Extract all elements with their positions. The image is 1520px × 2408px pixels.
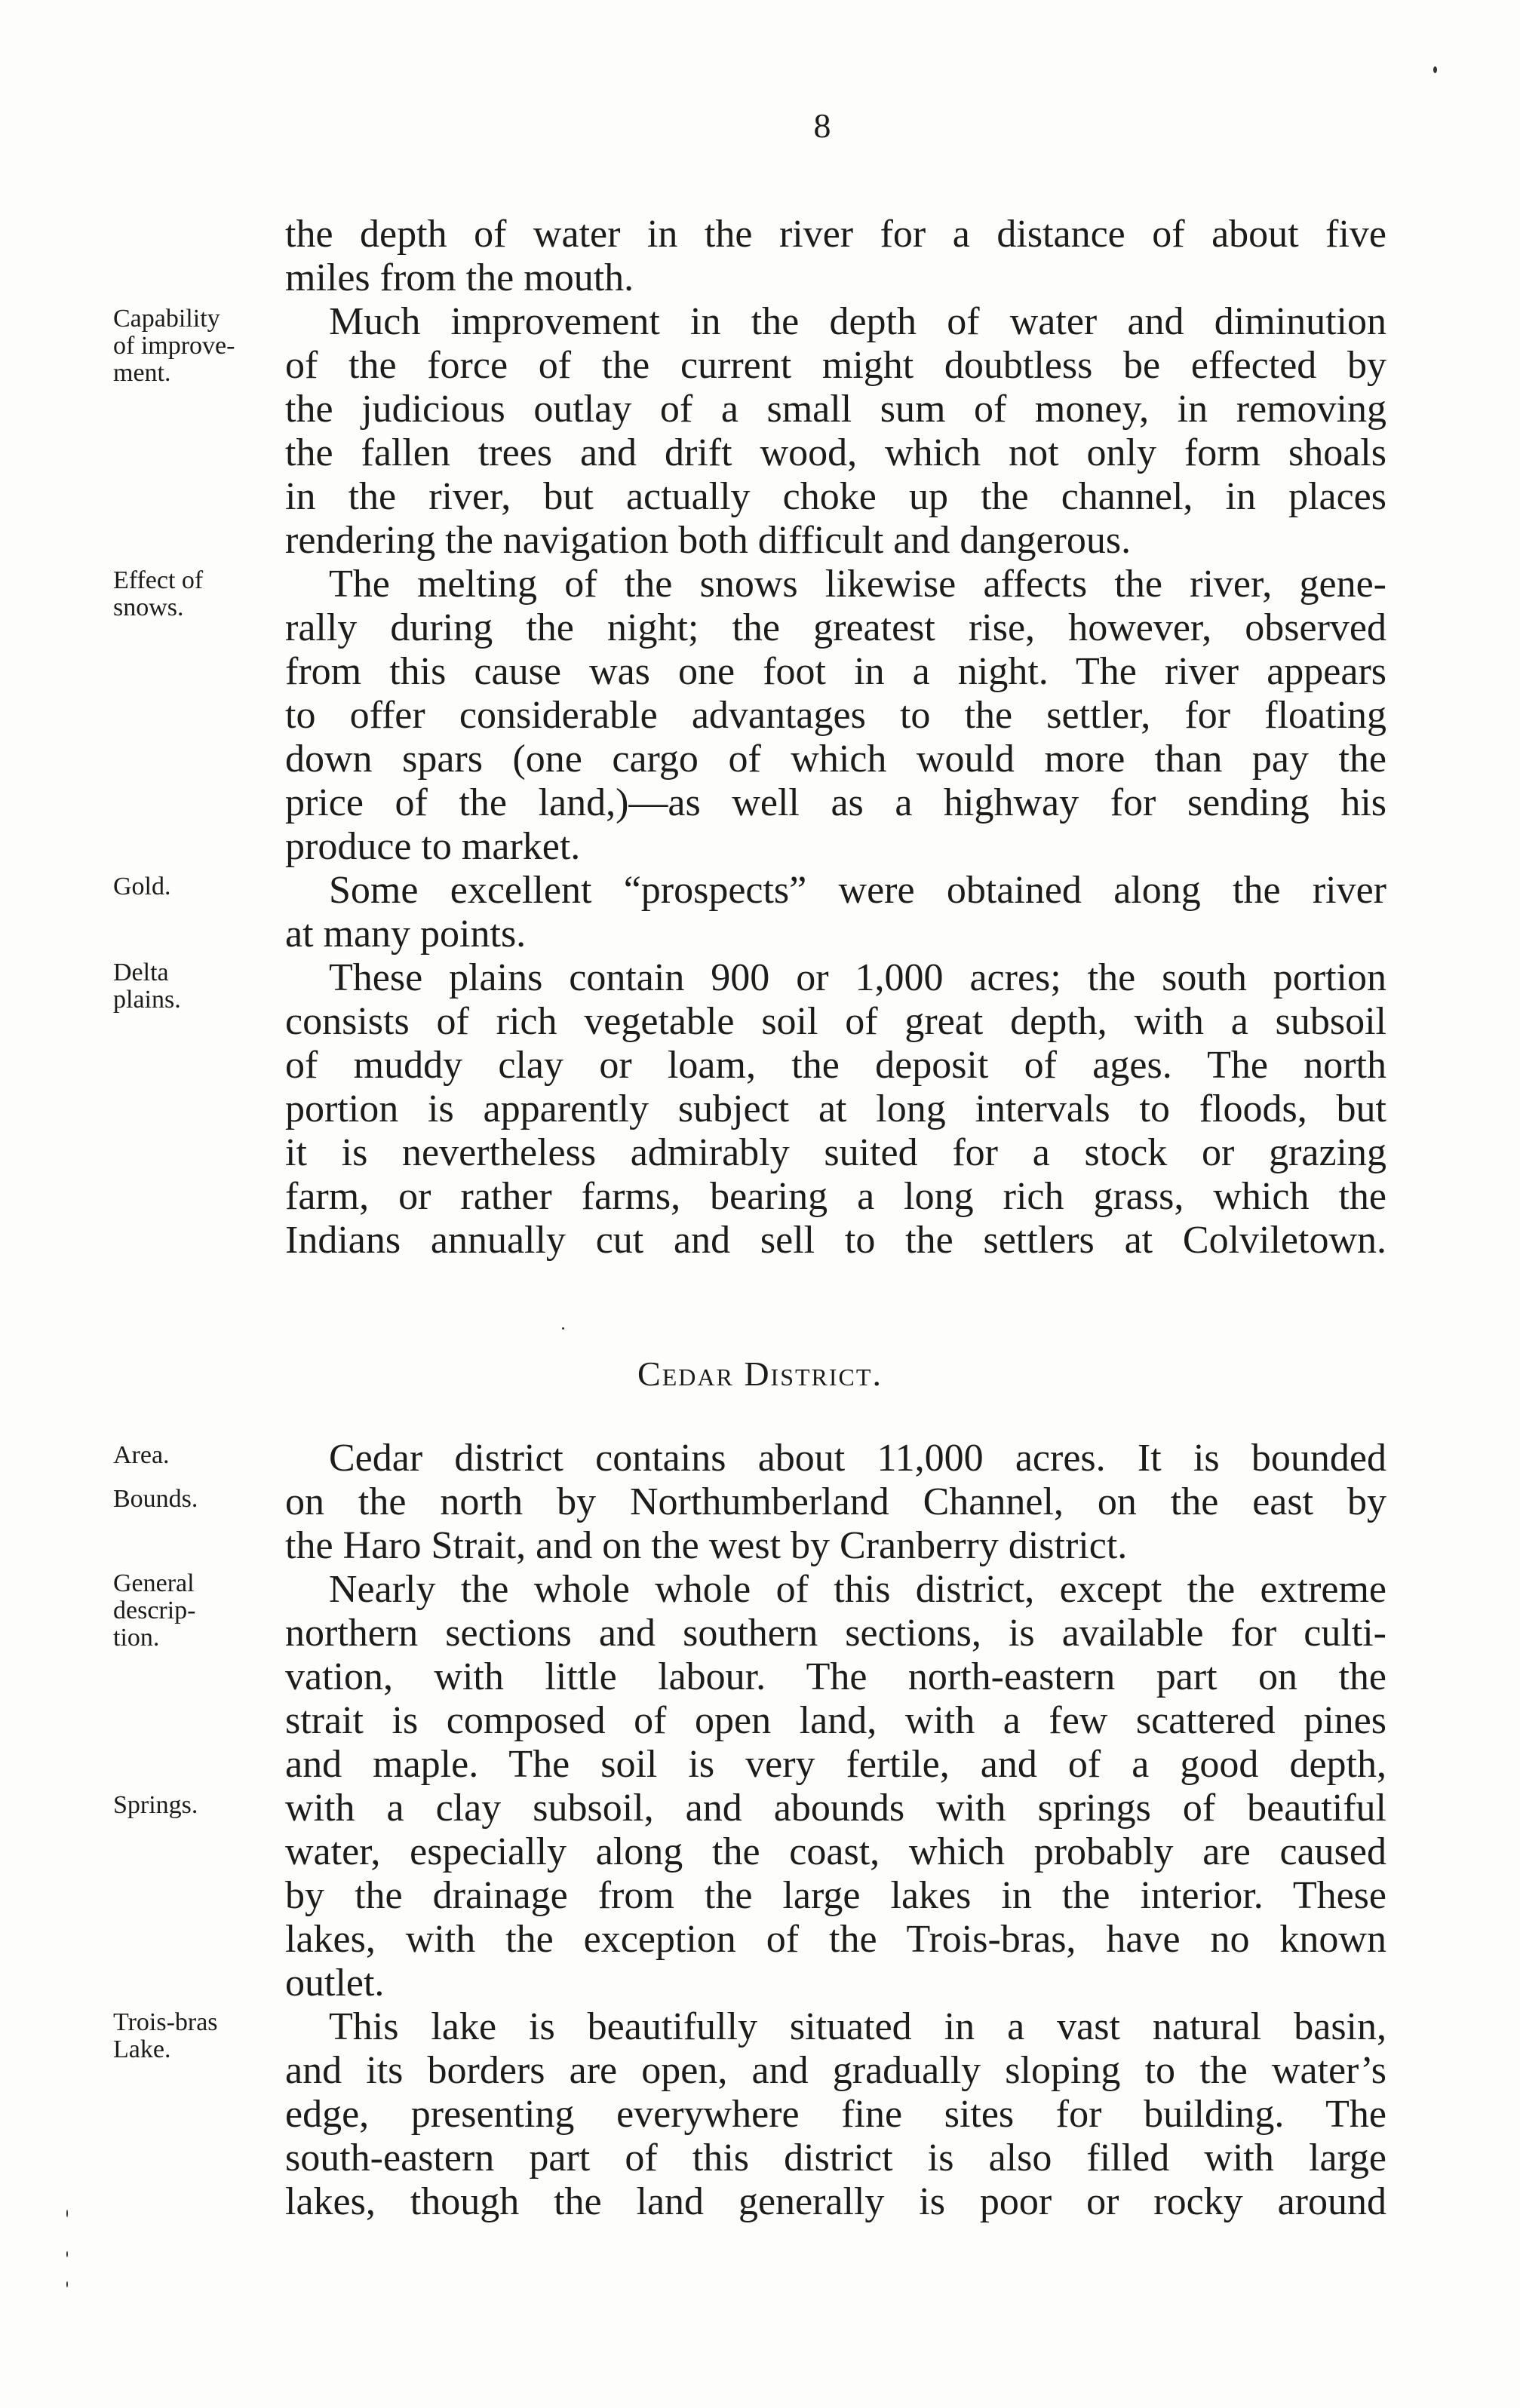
margin-note-area — [113, 1442, 283, 1469]
margin-note-bounds — [113, 1486, 283, 1513]
margin-note-line: Gold. — [113, 873, 171, 900]
margin-note-gold — [113, 873, 283, 900]
margin-note-line: General — [113, 1569, 195, 1597]
body-line: water, especially along the coast, which probably are caused — [285, 1830, 1386, 1873]
margin-note-line: Effect of — [113, 566, 204, 594]
margin-note-line: snows. — [113, 594, 184, 621]
body-line: portion is apparently subject at long intervals to floods, but — [285, 1087, 1386, 1130]
margin-note-springs — [113, 1792, 283, 1819]
body-line: to offer considerable advantages to the settler, for floating — [285, 694, 1386, 737]
margin-note-effect-of-snows — [113, 567, 283, 621]
body-line: lakes, with the exception of the Trois-bras, have no known — [285, 1918, 1386, 1961]
body-line: northern sections and southern sections, is available for culti- — [285, 1612, 1386, 1655]
body-line: vation, with little labour. The north-eastern part on the — [285, 1655, 1386, 1698]
body-line: at many points. — [285, 913, 527, 956]
margin-note-line: ment. — [113, 359, 171, 387]
body-line: produce to market. — [285, 825, 581, 868]
margin-note-line: tion. — [113, 1624, 160, 1652]
margin-note-line: Trois-bras — [113, 2008, 218, 2036]
body-line: Some excellent “prospects” were obtained along the river — [329, 869, 1386, 912]
body-line: and maple. The soil is very fertile, and of a good depth, — [285, 1743, 1386, 1786]
body-line: the Haro Strait, and on the west by Cranberry district. — [285, 1524, 1128, 1567]
margin-note-line: Bounds. — [113, 1485, 198, 1513]
margin-note-line: plains. — [113, 986, 181, 1014]
body-line: This lake is beautifully situated in a vast natural basin, — [329, 2005, 1386, 2048]
body-line: The melting of the snows likewise affects the river, gene- — [329, 563, 1386, 606]
body-line: edge, presenting everywhere fine sites for building. The — [285, 2093, 1386, 2136]
body-line: outlet. — [285, 1962, 385, 2005]
margin-note-line: Capability — [113, 305, 220, 333]
margin-note-line: Springs. — [113, 1791, 198, 1819]
body-line: rally during the night; the greatest rise, however, observed — [285, 606, 1386, 649]
body-line: the fallen trees and drift wood, which not only form shoals — [285, 431, 1386, 474]
body-line: the depth of water in the river for a distance of about five — [285, 213, 1386, 256]
body-line: rendering the navigation both difficult and dangerous. — [285, 519, 1132, 562]
scan-speck — [562, 1327, 564, 1330]
body-line: Indians annually cut and sell to the settlers at Colviletown. — [285, 1219, 1386, 1262]
page-number: 8 — [813, 106, 831, 145]
body-line: These plains contain 900 or 1,000 acres; the south portion — [329, 956, 1386, 999]
section-heading: Cedar District. — [637, 1354, 883, 1393]
margin-note-delta-plains — [113, 959, 283, 1014]
body-line: Nearly the whole whole of this district, except the extreme — [329, 1568, 1386, 1611]
body-line: from this cause was one foot in a night. The river appears — [285, 650, 1386, 693]
body-line: of muddy clay or loam, the deposit of ages. The north — [285, 1044, 1386, 1087]
scan-speck — [66, 2251, 68, 2257]
body-line: with a clay subsoil, and abounds with springs of beautiful — [285, 1787, 1386, 1830]
margin-note-line: descrip- — [113, 1597, 196, 1624]
margin-note-general-description — [113, 1570, 283, 1652]
body-line: in the river, but actually choke up the channel, in places — [285, 475, 1386, 518]
body-line: consists of rich vegetable soil of great depth, with a subsoil — [285, 1000, 1386, 1043]
body-line: south-eastern part of this district is also filled with large — [285, 2137, 1386, 2179]
margin-note-line: Area. — [113, 1441, 170, 1469]
scan-speck — [1433, 66, 1437, 73]
body-line: and its borders are open, and gradually sloping to the water’s — [285, 2049, 1386, 2092]
margin-note-capability — [113, 305, 283, 387]
body-line: strait is composed of open land, with a few scattered pines — [285, 1699, 1386, 1742]
body-line: Much improvement in the depth of water and diminution — [329, 300, 1386, 343]
body-line: it is nevertheless admirably suited for a stock or grazing — [285, 1131, 1386, 1174]
body-line: by the drainage from the large lakes in the interior. These — [285, 1874, 1386, 1917]
scan-speck — [66, 2281, 68, 2287]
body-line: the judicious outlay of a small sum of money, in removing — [285, 388, 1386, 431]
body-line: on the north by Northumberland Channel, on the east by — [285, 1480, 1386, 1523]
scan-speck — [66, 2210, 68, 2217]
body-line: down spars (one cargo of which would more than pay the — [285, 738, 1386, 781]
margin-note-line: of improve- — [113, 332, 235, 360]
body-line: of the force of the current might doubtless be effected by — [285, 344, 1386, 387]
body-line: lakes, though the land generally is poor or rocky around — [285, 2180, 1386, 2223]
margin-note-line: Lake. — [113, 2035, 171, 2063]
margin-note-line: Delta — [113, 959, 169, 986]
margin-note-trois-bras-lake — [113, 2009, 283, 2063]
body-line: price of the land,)—as well as a highway for sending his — [285, 781, 1386, 824]
body-line: Cedar district contains about 11,000 acres. It is bounded — [329, 1437, 1386, 1480]
body-line: farm, or rather farms, bearing a long rich grass, which the — [285, 1175, 1386, 1218]
body-line: miles from the mouth. — [285, 256, 634, 299]
